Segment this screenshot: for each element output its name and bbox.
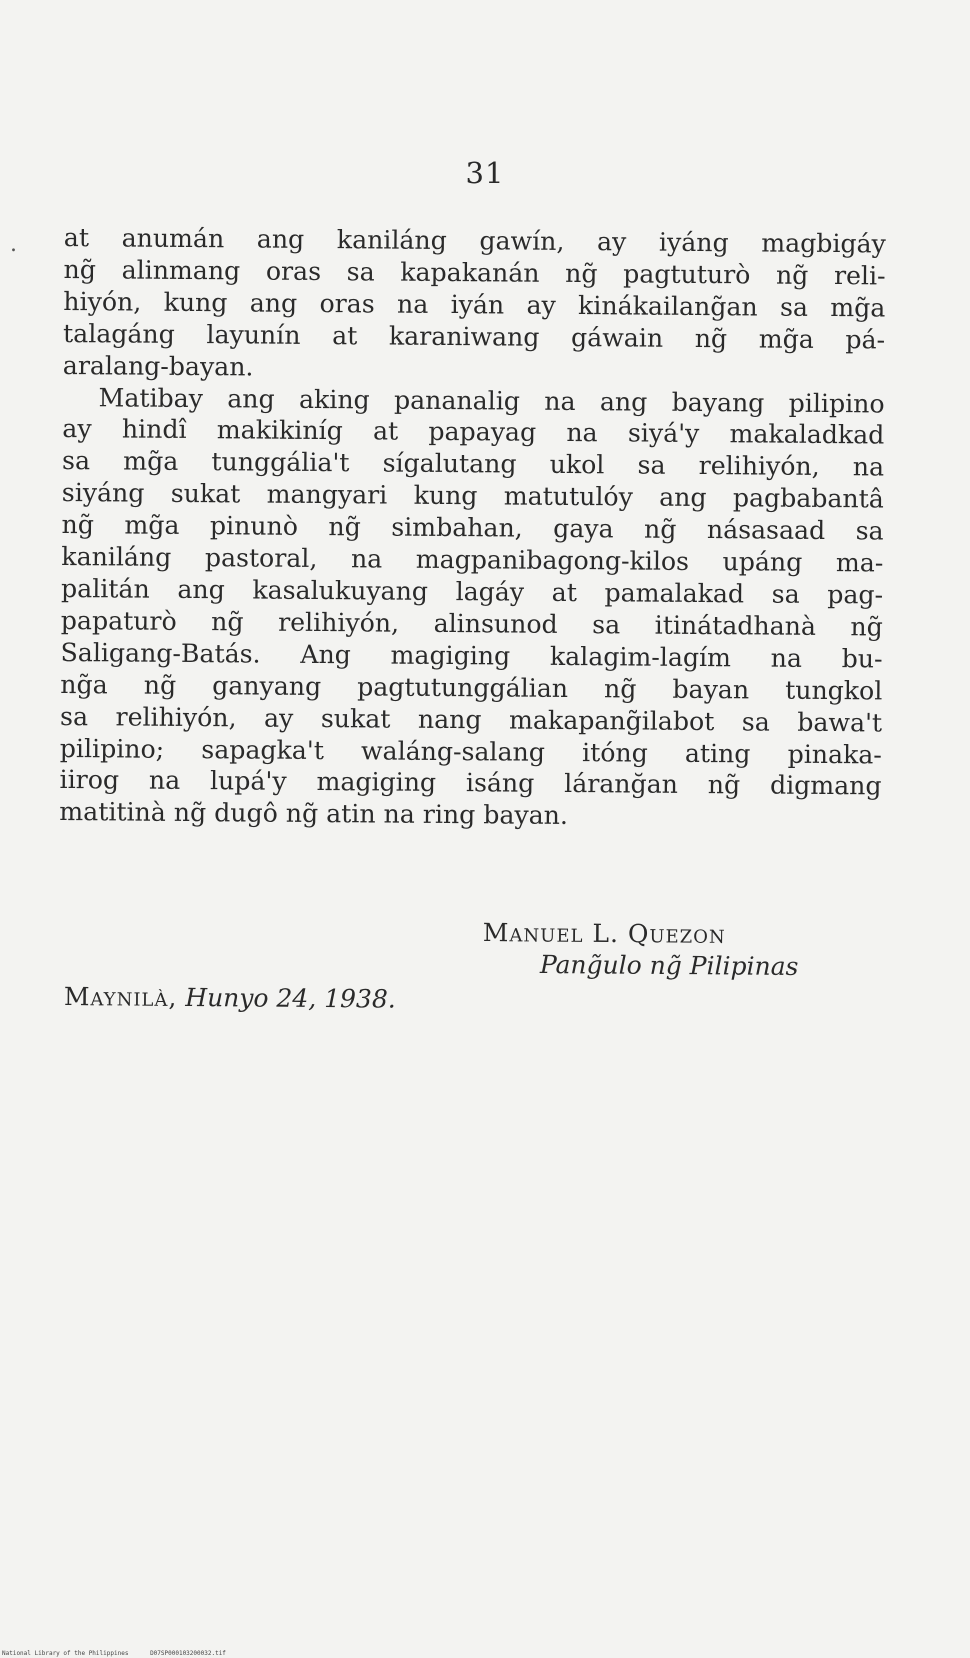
text-line: sa mg̃a tunggália't sígalutang ukol sa relihiyón, na <box>62 446 885 482</box>
body-text <box>59 222 886 835</box>
page-number: 31 <box>465 156 505 190</box>
text-line: ay hindî makikiníg at papayag na siyá'y makaladkad <box>62 414 885 450</box>
signature-name: Manuel L. Quezon <box>482 917 726 949</box>
text-line: Matibay ang aking pananalig na ang bayang pilipino <box>98 382 885 418</box>
text-line: aralang-bayan. <box>62 350 254 382</box>
text-line: kaniláng pastoral, na magpanibagong-kilos upáng ma- <box>61 542 884 578</box>
text-line: pilipino; sapagka't waláng-salang itóng ating pinaka- <box>59 733 882 769</box>
text-line: talagáng layunín at karaniwang gáwain ng̃ mg̃a pá- <box>63 318 886 355</box>
text-line: ng̃ alinmang oras sa kapakanán ng̃ pagtuturò ng̃ reli- <box>63 254 886 291</box>
text-line: siyáng sukat mangyari kung matutulóy ang pagbabantâ <box>61 478 884 514</box>
text-line: matitinà ng̃ dugô ng̃ atin na ring bayan. <box>59 797 569 831</box>
text-line: at anumán ang kaniláng gawín, ay iyáng magbigáy <box>63 222 886 259</box>
text-line: ng̃a ng̃ ganyang pagtutunggálian ng̃ bayan tungkol <box>60 669 883 706</box>
place-date <box>64 982 396 1014</box>
signature-title: Pang̃ulo ng̃ Pilipinas <box>539 950 799 982</box>
text-line: papaturò ng̃ relihiyón, alinsunod sa itinátadhanà ng̃ <box>60 605 883 642</box>
footer <box>2 1650 226 1657</box>
text-line: palitán ang kasalukuyang lagáy at pamalakad sa pag- <box>61 573 884 610</box>
place: Maynilà, <box>63 982 178 1012</box>
footer-file: D07SP000103200032.tif <box>150 1650 226 1657</box>
date: Hunyo 24, 1938. <box>185 982 396 1014</box>
text-line: sa relihiyón, ay sukat nang makapang̃ilabot sa bawa't <box>60 701 883 738</box>
text-line: iirog na lupá'y magiging isáng láranğan ng̃ digmang <box>59 765 882 801</box>
text-line: hiyón, kung ang oras na iyán ay kinákailang̃an sa mg̃a <box>63 286 886 323</box>
text-line: Saligang-Batás. Ang magiging kalagim-lagím na bu- <box>60 637 883 674</box>
footer-library: National Library of the Philippines <box>2 1650 129 1657</box>
text-line: ng̃ mg̃a pinunò ng̃ simbahan, gaya ng̃ násasaad sa <box>61 510 884 546</box>
margin-mark: . <box>10 232 17 257</box>
